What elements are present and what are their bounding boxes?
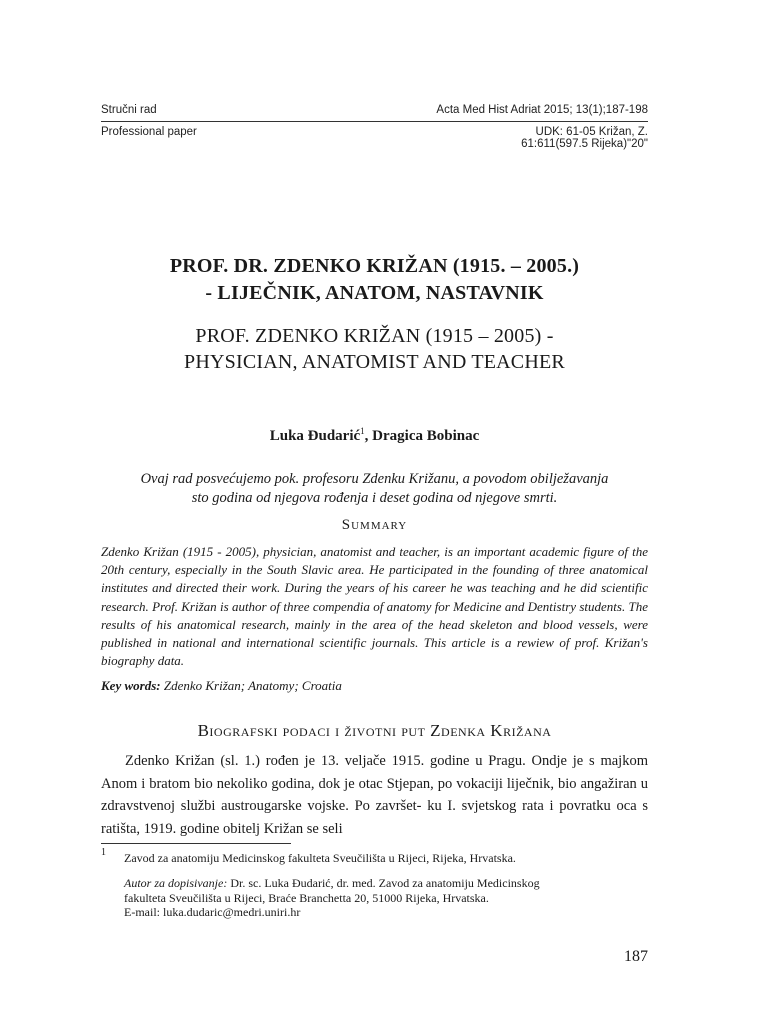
keywords <box>101 678 648 694</box>
footnote-affiliation: Zavod za anatomiju Medicinskog fakulteta Sveučilišta u Rijeci, Rijeka, Hrvatska. <box>124 851 516 865</box>
footnote-contact-text-1: Dr. sc. Luka Đudarić, dr. med. Zavod za anatomiju Medicinskog <box>227 876 540 890</box>
title-english-line-1: PROF. ZDENKO KRIŽAN (1915 – 2005) - <box>195 325 554 347</box>
keywords-label: Key words: <box>101 678 161 693</box>
footnote-divider <box>101 843 291 844</box>
footnote-contact-label: Autor za dopisivanje: <box>124 876 228 890</box>
page-number: 187 <box>624 948 648 965</box>
summary-heading: Summary <box>341 517 408 533</box>
title-english-line-2: PHYSICIAN, ANATOMIST AND TEACHER <box>184 351 565 373</box>
author-1-footnote-ref: 1 <box>360 426 365 436</box>
footnote-contact <box>124 876 648 920</box>
section-heading: Biografski podaci i životni put Zdenka Križana <box>197 721 552 740</box>
header-type-hr: Stručni rad <box>101 104 157 116</box>
authors <box>101 426 648 445</box>
header-udk <box>521 126 648 150</box>
footnote-contact-line-1 <box>124 876 648 891</box>
udk-line-2: 61:611(597.5 Rijeka)"20" <box>521 138 648 150</box>
title-croatian-line-1: PROF. DR. ZDENKO KRIŽAN (1915. – 2005.) <box>169 255 580 277</box>
title-croatian <box>101 253 648 307</box>
title-croatian-line-2: - LIJEČNIK, ANATOM, NASTAVNIK <box>205 282 544 304</box>
body-paragraph: Zdenko Križan (sl. 1.) rođen je 13. veljače 1915. godine u Pragu. Ondje je s majkom Anom i bratom bio nekoliko godina, dok je otac Stjepan, po vokaciji liječnik, bio angažiran u zdravstvenoj službi austrougarske vojske. Po završet- ku I. svjetskog rata i povratku oca s ratišta, 1919. godine obitelj Križan se seli <box>101 753 648 837</box>
dedication-line-1: Ovaj rad posvećujemo pok. profesoru Zdenku Križanu, a povodom obilježavanja <box>140 471 609 487</box>
title-english <box>101 323 648 375</box>
keywords-values: Zdenko Križan; Anatomy; Croatia <box>163 678 342 693</box>
footnote-contact-line-2: fakulteta Sveučilišta u Rijeci, Braće Branchetta 20, 51000 Rijeka, Hrvatska. <box>124 890 489 905</box>
dedication <box>101 470 648 508</box>
header-type-en: Professional paper <box>101 126 197 138</box>
footnote-contact-email: E-mail: luka.dudaric@medri.uniri.hr <box>124 905 301 919</box>
dedication-line-2: sto godina od njegova rođenja i deset godina od njegove smrti. <box>191 490 558 506</box>
author-1: Luka Đudarić <box>269 428 361 444</box>
summary-text: Zdenko Križan (1915 - 2005), physician, anatomist and teacher, is an important academic figure of the 20th century, especially in the South Slavic area. He participated in the founding of three anatomical institutes and directed their work. During the years of his career he was teaching and he did scientific research. Prof. Križan is author of three compendia of anatomy for Medicine and Dentistry students. The results of his anatomical research, mainly in the area of the head skeleton and blood vessels, were published in national and international scientific journals. This article is a rewiew of prof. Križan's biography data. <box>101 544 648 669</box>
footnote-mark: 1 <box>101 847 106 858</box>
header-divider <box>101 121 648 122</box>
author-2: , Dragica Bobinac <box>364 428 480 444</box>
udk-line-1: UDK: 61-05 Križan, Z. <box>535 126 648 138</box>
header-journal-citation: Acta Med Hist Adriat 2015; 13(1);187-198 <box>436 104 648 116</box>
